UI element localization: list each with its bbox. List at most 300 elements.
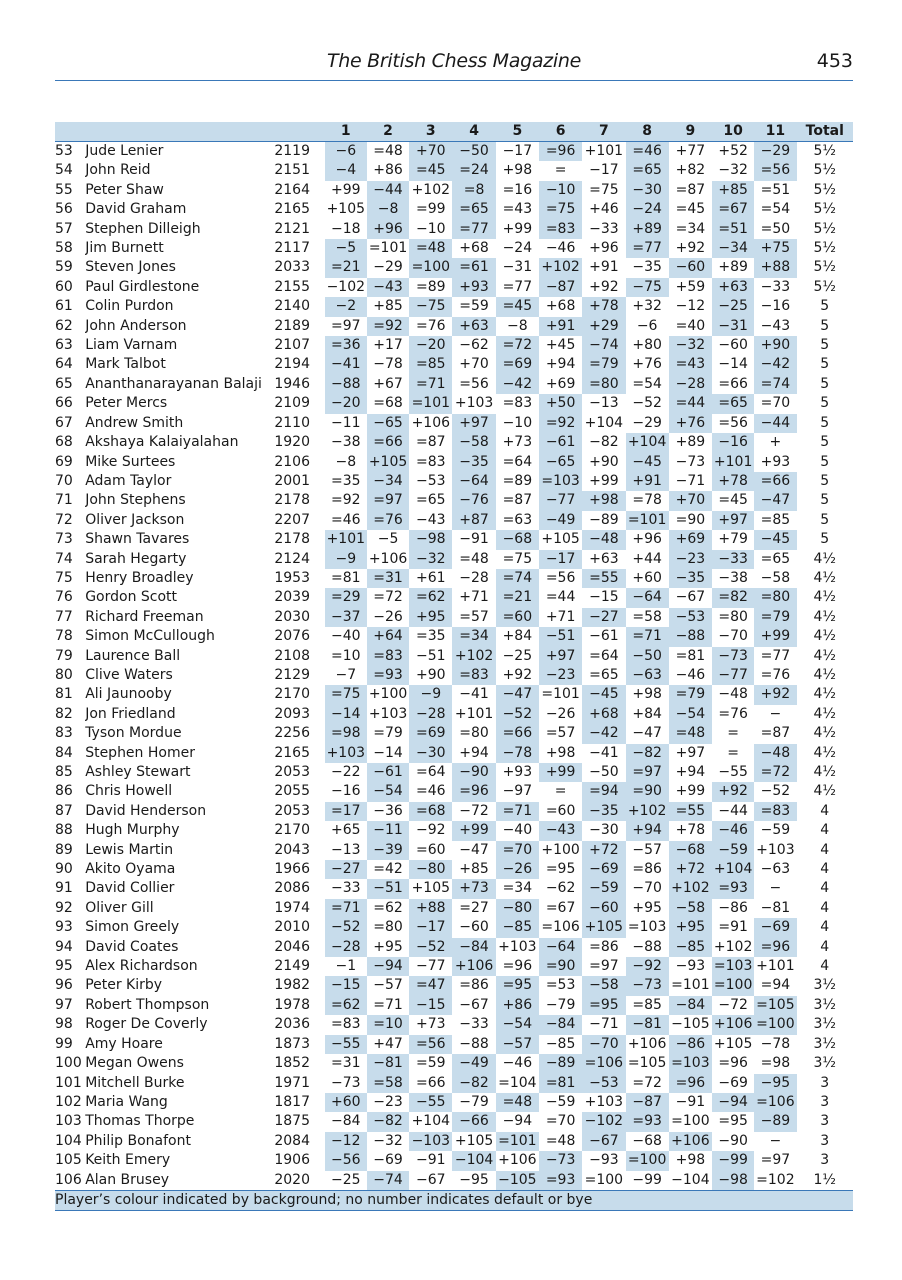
round-result: −61 — [539, 433, 582, 452]
round-result: −17 — [409, 918, 452, 937]
player-total: 1½ — [813, 1171, 836, 1188]
round-result: −6 — [636, 317, 658, 334]
player-total: 5½ — [813, 240, 836, 257]
round-result: =96 — [669, 1074, 712, 1093]
round-result: −94 — [712, 1093, 754, 1112]
round-result: −7 — [335, 666, 357, 683]
player-name: Ashley Stewart — [85, 764, 191, 780]
player-row — [55, 841, 853, 860]
round-result: −38 — [331, 434, 361, 451]
player-total: 4½ — [813, 628, 836, 645]
round-result: =58 — [367, 1074, 409, 1093]
round-result: +73 — [416, 1016, 446, 1033]
round-result: +95 — [409, 608, 452, 627]
round-result: =97 — [331, 317, 361, 334]
player-total: 4½ — [813, 764, 836, 780]
round-result: −95 — [459, 1171, 489, 1188]
col-header-round: 1 — [325, 122, 367, 142]
round-result: −88 — [459, 1035, 489, 1052]
round-result: +102 — [539, 258, 582, 277]
round-result: −91 — [459, 531, 489, 548]
round-result: −62 — [545, 880, 576, 897]
round-result: −48 — [754, 744, 796, 763]
round-result: +97 — [712, 511, 754, 530]
player-number: 93 — [55, 919, 73, 936]
round-result: =96 — [718, 1055, 748, 1072]
round-result: −99 — [712, 1151, 754, 1170]
player-total: 5½ — [813, 220, 836, 237]
player-row — [55, 1054, 853, 1073]
page-number: 453 — [816, 50, 853, 72]
round-result: =21 — [496, 588, 539, 607]
player-number: 95 — [55, 958, 73, 975]
round-result: =75 — [589, 181, 619, 198]
round-result: −33 — [331, 880, 361, 897]
round-result: +68 — [459, 240, 489, 257]
round-result: =94 — [760, 977, 791, 994]
round-result: =66 — [718, 375, 748, 392]
player-name: Colin Purdon — [85, 298, 174, 315]
round-result: −41 — [325, 355, 367, 374]
player-rating: 1982 — [274, 977, 310, 994]
round-result: −73 — [712, 647, 754, 666]
round-result: =72 — [754, 763, 796, 782]
round-result: −16 — [712, 433, 754, 452]
player-rating: 2165 — [274, 201, 310, 218]
player-row — [55, 375, 853, 394]
player-rating: 2030 — [274, 608, 310, 625]
player-name: Peter Kirby — [85, 977, 163, 994]
round-result: =93 — [712, 879, 754, 898]
player-name: Peter Mercs — [85, 395, 168, 412]
round-result: −68 — [669, 841, 712, 860]
round-result: =54 — [632, 375, 662, 392]
round-result: −85 — [669, 938, 712, 957]
player-total: 4 — [820, 802, 830, 819]
round-result: −52 — [409, 938, 452, 957]
round-result: +78 — [582, 297, 625, 316]
round-result: =45 — [675, 201, 706, 218]
player-total: 3 — [820, 1152, 830, 1169]
round-result: −29 — [632, 414, 662, 431]
player-row — [55, 957, 853, 976]
player-total: 4½ — [813, 686, 836, 703]
round-result: =48 — [545, 1132, 576, 1149]
player-total: 5 — [820, 531, 830, 548]
round-result: =100 — [671, 1113, 710, 1130]
player-rating: 2039 — [274, 589, 310, 606]
round-result: +71 — [459, 589, 489, 606]
round-result: −52 — [496, 705, 539, 724]
round-result: =64 — [416, 764, 446, 780]
col-header-round: 9 — [669, 122, 712, 142]
round-result: =10 — [367, 1015, 409, 1034]
round-result: +103 — [368, 705, 408, 722]
player-name: Megan Owens — [85, 1055, 184, 1072]
player-total: 4½ — [813, 666, 836, 683]
player-name: Mitchell Burke — [85, 1074, 185, 1091]
player-rating: 2124 — [274, 550, 310, 567]
player-number: 84 — [55, 744, 73, 761]
round-result: −69 — [582, 860, 625, 879]
round-result: +32 — [632, 298, 662, 315]
round-result: −42 — [496, 375, 539, 394]
round-result: =76 — [416, 317, 446, 334]
player-row — [55, 355, 853, 374]
round-result: +105 — [541, 531, 580, 548]
round-result: −59 — [582, 879, 625, 898]
player-number: 57 — [55, 220, 73, 237]
round-result: −10 — [416, 220, 446, 237]
round-result: −16 — [331, 783, 361, 800]
col-header-round: 3 — [409, 122, 452, 142]
player-rating: 2155 — [274, 278, 310, 295]
round-result: +76 — [669, 414, 712, 433]
round-result: =74 — [496, 569, 539, 588]
round-result: −47 — [754, 491, 796, 510]
round-result: = — [554, 783, 567, 800]
round-result: −67 — [416, 1171, 446, 1188]
round-result: =80 — [373, 919, 403, 936]
player-number: 91 — [55, 880, 73, 897]
round-result: −14 — [325, 705, 367, 724]
player-row — [55, 1035, 853, 1054]
player-total: 5 — [820, 472, 830, 489]
round-result: =90 — [539, 957, 582, 976]
player-total: 5 — [820, 511, 830, 528]
player-name: Oliver Gill — [85, 899, 154, 916]
round-result: −73 — [539, 1151, 582, 1170]
round-result: =57 — [459, 608, 489, 625]
round-result: +60 — [325, 1093, 367, 1112]
round-result: −84 — [539, 1015, 582, 1034]
round-result: +73 — [452, 879, 495, 898]
round-result: =103 — [712, 957, 754, 976]
player-row — [55, 976, 853, 995]
player-total: 5 — [820, 395, 830, 412]
player-name: Thomas Thorpe — [85, 1113, 195, 1130]
round-result: −46 — [712, 821, 754, 840]
round-result: −28 — [669, 375, 712, 394]
round-result: = — [554, 162, 567, 179]
round-result: −68 — [632, 1132, 662, 1149]
round-result: −84 — [452, 938, 495, 957]
player-total: 3½ — [813, 977, 836, 994]
round-result: −81 — [626, 1015, 669, 1034]
player-total: 4½ — [813, 705, 836, 722]
round-result: +99 — [539, 763, 582, 782]
player-number: 75 — [55, 569, 73, 586]
player-name: Clive Waters — [85, 666, 173, 683]
round-result: −90 — [718, 1132, 748, 1149]
round-result: +95 — [632, 899, 662, 916]
round-result: =65 — [452, 200, 495, 219]
crosstable — [55, 122, 853, 1211]
round-result: −69 — [373, 1152, 403, 1169]
round-result: −51 — [539, 627, 582, 646]
player-number: 58 — [55, 240, 73, 257]
player-name: Adam Taylor — [85, 472, 172, 489]
round-result: −62 — [459, 337, 489, 354]
round-result: − — [769, 880, 782, 897]
round-result: −24 — [626, 200, 669, 219]
round-result: =83 — [452, 666, 495, 685]
round-result: =68 — [409, 802, 452, 821]
round-result: −102 — [326, 278, 366, 295]
player-number: 56 — [55, 201, 73, 218]
player-row — [55, 336, 853, 355]
player-total: 5 — [820, 453, 830, 470]
round-result: +82 — [675, 162, 706, 179]
col-header-round: 4 — [452, 122, 495, 142]
round-result: −52 — [760, 783, 791, 800]
player-row — [55, 763, 853, 782]
footnote-row — [55, 1190, 853, 1210]
player-number: 87 — [55, 802, 73, 819]
round-result: =103 — [627, 919, 667, 936]
round-result: =94 — [582, 782, 625, 801]
round-result: −25 — [502, 647, 533, 664]
player-name: Philip Bonafont — [85, 1132, 191, 1149]
round-result: −31 — [502, 259, 533, 276]
round-result: −78 — [496, 744, 539, 763]
round-result: =106 — [754, 1093, 796, 1112]
player-row — [55, 918, 853, 937]
round-result: −47 — [496, 685, 539, 704]
player-total: 4 — [820, 958, 830, 975]
round-result: =80 — [718, 608, 748, 625]
round-result: −27 — [325, 860, 367, 879]
round-result: +65 — [331, 822, 361, 839]
round-result: −65 — [367, 414, 409, 433]
player-row — [55, 1093, 853, 1112]
round-result: +67 — [373, 375, 403, 392]
round-result: =65 — [626, 161, 669, 180]
round-result: −47 — [459, 841, 489, 858]
round-result: −59 — [760, 822, 791, 839]
player-rating: 2046 — [274, 938, 310, 955]
player-number: 59 — [55, 259, 73, 276]
player-number: 69 — [55, 453, 73, 470]
round-result: −44 — [718, 802, 748, 819]
player-name: Laurence Ball — [85, 647, 181, 664]
player-total: 4 — [820, 861, 830, 878]
round-result: +97 — [675, 744, 706, 761]
round-result: −20 — [409, 336, 452, 355]
round-result: −105 — [671, 1016, 710, 1033]
round-result: =89 — [416, 278, 446, 295]
round-result: −49 — [539, 511, 582, 530]
round-result: =75 — [325, 685, 367, 704]
round-result: −82 — [452, 1074, 495, 1093]
round-result: −72 — [459, 802, 489, 819]
round-result: =46 — [626, 142, 669, 162]
player-name: Keith Emery — [85, 1152, 171, 1169]
player-rating: 2107 — [274, 337, 310, 354]
round-result: −92 — [416, 822, 446, 839]
round-result: =81 — [539, 1074, 582, 1093]
round-result: +89 — [675, 434, 706, 451]
player-name: Ali Jaunooby — [85, 686, 172, 703]
round-result: =56 — [459, 375, 489, 392]
round-result: −30 — [626, 181, 669, 200]
round-result: −11 — [331, 414, 361, 431]
player-number: 90 — [55, 861, 73, 878]
player-number: 70 — [55, 472, 73, 489]
round-result: =45 — [718, 492, 748, 509]
player-number: 79 — [55, 647, 73, 664]
round-result: =44 — [545, 589, 576, 606]
player-total: 4½ — [813, 647, 836, 664]
round-result: −43 — [367, 278, 409, 297]
player-rating: 2189 — [274, 317, 310, 334]
round-result: +102 — [669, 879, 712, 898]
magazine-title: The British Chess Magazine — [327, 50, 581, 72]
player-rating: 2053 — [274, 802, 310, 819]
round-result: −87 — [626, 1093, 669, 1112]
round-result: =47 — [409, 976, 452, 995]
round-result: +73 — [502, 434, 533, 451]
round-result: −99 — [632, 1171, 662, 1188]
player-total: 4½ — [813, 725, 836, 742]
round-result: +75 — [754, 239, 796, 258]
round-result: +89 — [718, 259, 748, 276]
round-result: +69 — [669, 530, 712, 549]
round-result: =65 — [589, 666, 619, 683]
round-result: −15 — [589, 589, 619, 606]
round-result: =42 — [373, 861, 403, 878]
round-result: −73 — [626, 976, 669, 995]
player-rating: 2194 — [274, 356, 310, 373]
player-rating: 2084 — [274, 1132, 310, 1149]
player-name: Akito Oyama — [85, 861, 176, 878]
round-result: −57 — [632, 841, 662, 858]
player-rating: 2010 — [274, 919, 310, 936]
player-name: John Stephens — [85, 492, 186, 509]
round-result: +85 — [712, 181, 754, 200]
round-result: −89 — [539, 1054, 582, 1073]
round-result: −61 — [367, 763, 409, 782]
player-name: Amy Hoare — [85, 1035, 163, 1052]
round-result: =98 — [325, 724, 367, 743]
round-result: −79 — [545, 996, 576, 1013]
round-result: −105 — [496, 1171, 539, 1191]
round-result: +101 — [712, 453, 754, 472]
round-result: +70 — [669, 491, 712, 510]
round-result: +69 — [545, 375, 576, 392]
round-result: −64 — [452, 472, 495, 491]
round-result: −12 — [675, 298, 706, 315]
round-result: −79 — [459, 1093, 489, 1110]
round-result: −72 — [718, 996, 748, 1013]
round-result: +29 — [582, 317, 625, 336]
player-rating: 2149 — [274, 958, 310, 975]
player-total: 4 — [820, 880, 830, 897]
player-number: 100 — [55, 1055, 82, 1072]
round-result: −33 — [712, 550, 754, 569]
player-row — [55, 491, 853, 510]
round-result: +106 — [411, 414, 451, 431]
round-result: =71 — [325, 899, 367, 918]
round-result: −63 — [626, 666, 669, 685]
round-result: =51 — [760, 181, 791, 198]
round-result: =56 — [545, 569, 576, 586]
round-result: +70 — [409, 142, 452, 162]
round-result: +98 — [675, 1152, 706, 1169]
round-result: =71 — [626, 627, 669, 646]
col-header-name — [85, 122, 274, 142]
round-result: −74 — [582, 336, 625, 355]
player-number: 88 — [55, 822, 73, 839]
player-total: 5½ — [813, 201, 836, 218]
player-total: 4½ — [813, 569, 836, 586]
round-result: =96 — [502, 958, 533, 975]
round-result: −67 — [459, 996, 489, 1013]
round-result: −35 — [632, 259, 662, 276]
round-result: −32 — [718, 162, 748, 179]
round-result: =48 — [496, 1093, 539, 1112]
round-result: −20 — [325, 394, 367, 413]
round-result: −42 — [582, 724, 625, 743]
round-result: =21 — [325, 258, 367, 277]
round-result: −88 — [632, 938, 662, 955]
round-result: =51 — [712, 220, 754, 239]
round-result: +60 — [632, 569, 662, 586]
round-result: −5 — [325, 239, 367, 258]
player-row — [55, 1132, 853, 1151]
player-name: Richard Freeman — [85, 608, 204, 625]
round-result: +68 — [582, 705, 625, 724]
round-result: +105 — [326, 201, 366, 218]
round-result: −66 — [452, 1112, 495, 1131]
round-result: =60 — [416, 841, 446, 858]
player-total: 4 — [820, 822, 830, 839]
round-result: +17 — [373, 337, 403, 354]
player-row — [55, 200, 853, 219]
round-result: =61 — [452, 258, 495, 277]
round-result: =56 — [409, 1035, 452, 1054]
round-result: −68 — [496, 530, 539, 549]
player-number: 106 — [55, 1171, 82, 1188]
player-row — [55, 1015, 853, 1034]
round-result: =101 — [626, 511, 669, 530]
round-result: −32 — [373, 1132, 403, 1149]
round-result: +95 — [373, 938, 403, 955]
player-row — [55, 220, 853, 239]
round-result: =40 — [675, 317, 706, 334]
round-result: +63 — [452, 317, 495, 336]
round-result: +76 — [632, 356, 662, 373]
player-total: 4 — [820, 899, 830, 916]
round-result: −77 — [712, 666, 754, 685]
round-result: −9 — [409, 685, 452, 704]
player-total: 3½ — [813, 1035, 836, 1052]
round-result: −1 — [335, 958, 357, 975]
round-result: =83 — [416, 453, 446, 470]
round-result: −89 — [589, 511, 619, 528]
player-number: 73 — [55, 531, 73, 548]
player-number: 98 — [55, 1016, 73, 1033]
player-rating: 2055 — [274, 783, 310, 800]
round-result: = — [727, 744, 740, 761]
round-result: +88 — [409, 899, 452, 918]
round-result: =65 — [760, 550, 791, 567]
player-row — [55, 1151, 853, 1170]
round-result: =101 — [671, 977, 710, 994]
round-result: =65 — [416, 492, 446, 509]
player-total: 4½ — [813, 550, 836, 567]
round-result: +104 — [411, 1113, 451, 1130]
